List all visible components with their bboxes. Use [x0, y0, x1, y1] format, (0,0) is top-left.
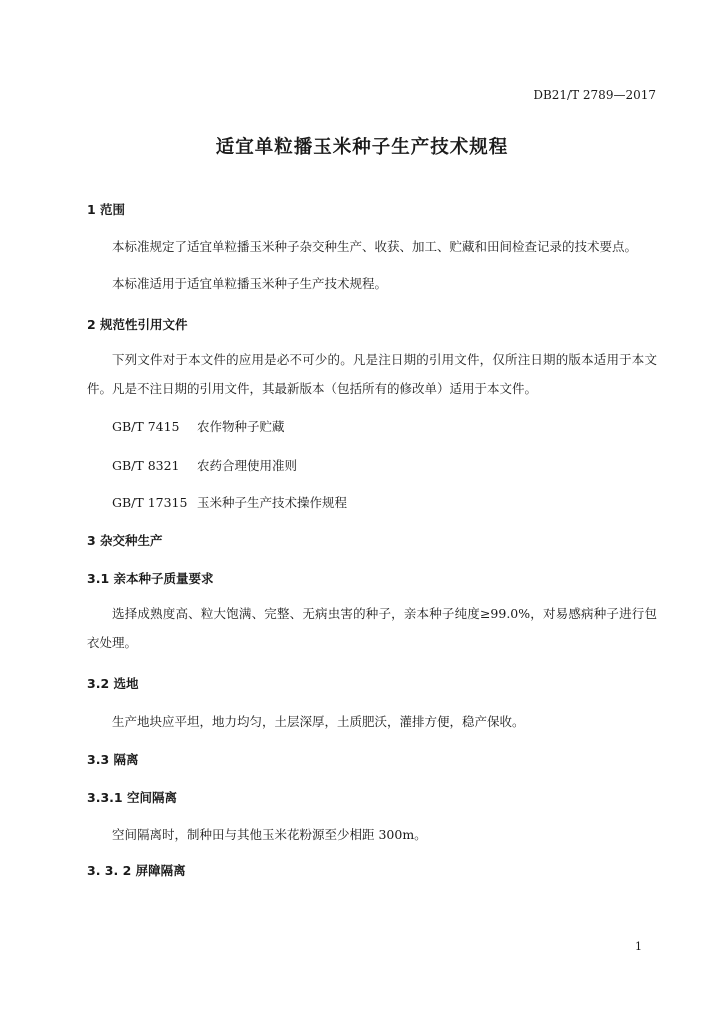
paragraph: 生产地块应平坦，地力均匀，土层深厚，土质肥沃，灌排方便，稳产保收。	[112, 714, 525, 729]
reference-title: 玉米种子生产技术操作规程	[197, 495, 348, 510]
paragraph: 下列文件对于本文件的应用是必不可少的。凡是注日期的引用文件，仅所注日期的版本适用于本文件。凡是不注日期的引用文件，其最新版本（包括所有的修改单）适用于本文件。	[87, 352, 657, 396]
document-title: 适宜单粒播玉米种子生产技术规程	[215, 137, 509, 158]
section-heading-hybrid-production: 3 杂交种生产	[87, 533, 163, 548]
subsubsection-heading: 3. 3. 2 屏障隔离	[87, 863, 186, 878]
reference-item	[112, 493, 347, 511]
page-number: 1	[635, 940, 642, 953]
subsection-heading: 3.1 亲本种子质量要求	[87, 571, 214, 586]
reference-code: GB/T 7415	[112, 419, 180, 434]
paragraph: 选择成熟度高、粒大饱满、完整、无病虫害的种子，亲本种子纯度≥99.0%，对易感病种子进行包衣处理。	[87, 606, 657, 650]
subsubsection-heading: 3.3.1 空间隔离	[87, 790, 177, 805]
reference-code: GB/T 8321	[112, 458, 180, 473]
standard-code: DB21/T 2789—2017	[533, 88, 656, 102]
reference-title: 农药合理使用准则	[197, 458, 298, 473]
reference-item	[112, 456, 297, 474]
subsection-heading: 3.3 隔离	[87, 752, 139, 767]
paragraph: 本标准规定了适宜单粒播玉米种子杂交种生产、收获、加工、贮藏和田间检查记录的技术要点。	[112, 239, 638, 254]
section-heading-normative-references: 2 规范性引用文件	[87, 317, 188, 332]
reference-code: GB/T 17315	[112, 495, 188, 510]
section-heading-scope: 1 范围	[87, 202, 126, 217]
reference-title: 农作物种子贮藏	[197, 419, 285, 434]
paragraph: 空间隔离时，制种田与其他玉米花粉源至少相距 300m。	[112, 827, 427, 842]
paragraph: 本标准适用于适宜单粒播玉米种子生产技术规程。	[112, 276, 388, 291]
subsection-heading: 3.2 选地	[87, 676, 139, 691]
reference-item	[112, 417, 285, 435]
